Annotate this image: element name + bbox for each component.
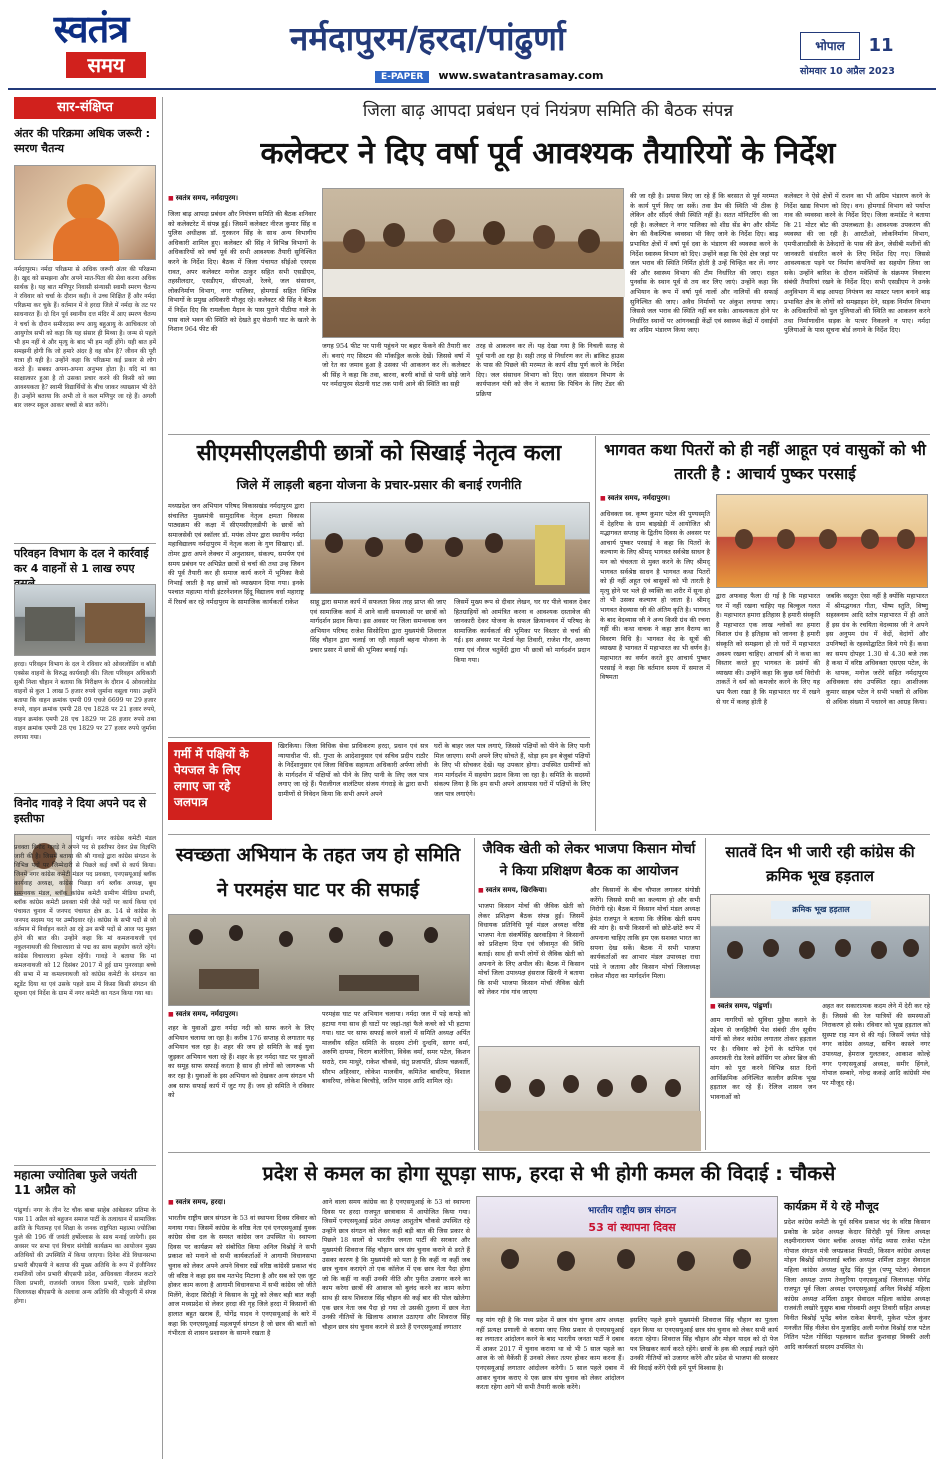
article8-col5: प्रदेश कांग्रेस कमेटी के पूर्व सचिव प्रकाश चंद के वरिष्ठ किसान प्रकोष्ठ के प्रदेश अध्यक्ष केदार सिरोही पूर्व जिला अध्यक्ष लक्ष्मीनारायण पंवार ब्लॉक अध्यक्ष योगेंद्र व्यास राजेश पटेल गोपाल संगठन मंत्री जयप्रकाश त्रिपाठी, किसान कांग्रेस अध्यक्ष मोहन बिश्नोई सोनतलाई ब्लॉक अध्यक्ष शर्मिला ठाकुर सेवादल महिला कांग्रेस अध्यक्ष सुरेंद्र सिंह पुंज (पप्पू पटेल) सेवादल जिला अध्यक्ष उत्तम तेनगुरिया एनएसयूआई जिलाध्यक्ष योगेंद्र राजपूत पूर्व जिला अध्यक्ष एनएसयूआई अनिल विश्नोई महिला कांग्रेस अध्यक्ष शर्मिला ठाकुर सेवादल महिला कांग्रेस अध्यक्ष राजवंती लखोरे युसुफ बाबा गोस्वामी अनूप तिवारी सहित अध्यक्ष विनीत बिश्नोई भूपेंद्र बघेल राकेश बैगानी, मुकेश पटेल कुंवर मनजीत सिंह नीलेश सेन मुजाहिद अली मनोज विश्नोई राज पटेल नितिन पटेल गोविंदा पहलवान सतीश कुशवाहा विक्की अली आदि कार्यकर्ता सदस्य उपस्थित थे। [784, 1218, 930, 1351]
article1-headline: कलेक्टर ने दिए वर्षा पूर्व आवश्यक तैयारियों के निर्देश [260, 136, 836, 171]
article5-photo [168, 914, 470, 1006]
masthead-rule [8, 88, 936, 90]
masthead [0, 0, 945, 88]
article8-col3: यह मांग रही है कि मध्य प्रदेश में छात्र संघ चुनाव आप अध्यक्ष नहीं प्रत्यक्ष प्रणाली से कराया जाए जिस प्रकार से एनएसयूआई का लगातार आंदोलन करने के बाद भारतीय जनता पार्टी ने दबाव में आकर 2017 में चुनाव कराया था वो भी 5 साल पहले का आज के जो वैकेंसी हैं उनको लेकर तत्पर होकर काम करना हैं। एनएसयूआई लगातार आंदोलन करेगी। 5 साल पहले दबाव में आकर चुनाव कराए थे एक छात्र संघ चुनाव को लेकर आंदोलन करता रहेगा आगे भी सभी तैयारी करके करेंगे। [476, 1316, 624, 1392]
article7-headline: सातवें दिन भी जारी रही कांग्रेस की क्रमिक भूख हड़ताल [725, 843, 915, 885]
article3-col2: घरों के बाहर जल पात्र लगाएं, जिससे पक्षियों को पीने के लिए पानी मिल जाएगा। सभी अपने लिए सोचते हैं, थोड़ा हम इन बेजुबां पक्षियों के लिए भी सोचकर देखें। यह उपकार होगा। उपस्थित ग्रामीणों को नाम मार्गदर्शन में सहयोग प्रदान किया जा रहा है। समिति के सदस्यों संकल्प लिया है कि हम सभी अपने आसपास घरों में पक्षियों के लिए जल पात्र लगाएंगे। [434, 742, 590, 798]
article5-byline: ■ स्वतंत्र समय, नर्मदापुरम। [168, 1010, 328, 1022]
article1-photo [322, 188, 624, 338]
article8-col1: भारतीय राष्ट्रीय छात्र संगठन के 53 वां स्थापना दिवस रविवार को मनाया गया। जिसमें कांग्रेस के वरिष्ठ नेता एवं एनएसयूआई युवक कांग्रेस सेवा दल के समस्त कांग्रेस जन उपस्थित थे। स्थापना दिवस पर कार्यक्रम को संबोधित किया अनिल विश्नोई ने सभी प्रकाश को मनाने वो सभी कार्यकर्ताओं ने आगामी विधानसभा चुनाव को लेकर अपने अपने विचार रखें वरिष्ठ कांग्रेसी प्रकाश चंद जी वरिष्ठ ने कहा इस सब मतभेद मिटाना है और सब को एक जुट होकर काम करना है आगामी विधानसभा में सभी कांग्रेस जो जीते मिलेंगे, केदार सिरोही ने किसान के मुद्दे को लेकर बड़ी बात कही आज मध्यप्रदेश से लेकर हरदा की गृह जिले हरदा में किसानों की हालात बहुत खराब हैं, योगेंद्र यादव ने एनएसयूआई के बारे में कहा कि एनएसयूआई महत्वपूर्ण संगठन है जो छात्र की बातों को गंभीरता से शासन प्रशासन के सामने रखता है [168, 1214, 316, 1338]
article2-photo [310, 502, 590, 594]
sidebar-divider [162, 97, 163, 1459]
article5-divider [474, 838, 475, 1150]
article6-byline: ■ स्वतंत्र समय, खिरकिया। [478, 886, 618, 898]
brief4-body: पांढुर्णा। नगर के तीन रेट चौक बाबा साहेब आंबेडकर प्रतिमा के पास 11 अप्रैल को बहुजन समाज पार्टी के तत्वाधान में सामाजिक क्रांति के पितामह एवं शिक्षा के जनक राष्ट्रपिता महात्मा ज्योतिबा फुले की 196 वीं जयंती हर्षोल्लास के साथ मनाई जायेगी। इस अवसर पर सभा एवं विचार संगोष्ठी कार्यक्रम का आयोजन मुख्य अतिथियों की उपस्थिति में किया जाएगा। दिनेश शेंडे विधानसभा प्रभारी बीएसपी ने बताया की मुख्य अतिथि के रूप में इंजीनियर रामजियों जोन प्रभारी बीएसपी प्रदेश, अधिवक्ता नीलराम कटारे जिला प्रभारी, राजवंशी जाधव जिला प्रभारी, एडके डोहरिया जिलाध्यक्ष बीएसपी के अलावा अन्य अतिथि की मौजूदगी में संपन्न होगा। [14, 1207, 156, 1305]
article8-subhead: कार्यक्रम में ये रहे मौजूद [784, 1200, 879, 1213]
article2-headline: सीएमसीएलडीपी छात्रों को सिखाई नेतृत्व कला [196, 441, 562, 466]
mid-rule [168, 834, 930, 835]
article4-byline: ■ स्वतंत्र समय, नर्मदापुरम। [600, 494, 720, 506]
article5-col2: परमहंस घाट पर अभियान चलाया। नर्मदा जल में पड़े कपड़े को हटाया गया साथ ही घाटों पर जहां-तहां फैले कचरे को भी हटाया गया। घाट पर साफ सफाई करने वालों में समिति अध्यक्ष अर्पित मालवीय सहित समिति के सदस्य टोनी दुन्दयि, सागर वर्मा, अरुणि दायमा, चिराग बालेरिया, विवेक वर्मा, समर पटेल, किशन सराठे, राम माथुरे, राकेश चौकसे, संतु प्रजापति, प्रीतम चक्रवर्ती, सौरभ अहिरवार, लोकेश मालवीय, कमितेश बावरिया, विशाल बावरिया, लोकेश बिरचौड़े, जतिन यादव आदि शामिल रहे। [322, 1010, 470, 1086]
article5-headline: स्वच्छता अभियान के तहत जय हो समिति ने परमहंस घाट पर की सफाई [175, 844, 461, 901]
article3-col1: खिरकिया। जिला विधिक सेवा प्राधिकरण हरदा, प्रधान एवं सत्र न्यायाधीश पी. सी. गुप्ता के आदेशानुसार एवं सचिव प्रदीप राठौर के निर्देशानुसार एवं जिला विधिक सहायता अधिकारी अर्पणा लोधी के मार्गदर्शन में पक्षियों को पीने के लिए पानी के लिए जल पात्र लगाए जा रहे हैं। पैरालीगल वालंटियर संजय गंगराड़े के द्वारा सभी ग्रामीणों से निवेदन किया कि सभी अपने अपने [278, 742, 428, 798]
article8-col2: आने वाला समय कांग्रेस का है एनएसयूआई के 53 वां स्थापना दिवस पर हरदा राजपूत छात्रावास में आयोजित किया गया। जिसमें एनएसयूआई प्रदेश अध्यक्ष आशुतोष चौकसे उपस्थित रहे उन्होंने छात्र संगठन को लेकर कही बड़ी बात की जिस प्रकार से पिछले 18 सालों से भारतीय जनता पार्टी की सरकार और मुख्यमंत्री शिवराज सिंह चौहान छात्र संघ चुनाव कराने से डरते हैं उसका कारण है कि मुख्यमंत्री को पता है कि कहीं ना कहीं जब छात्र चुनाव कराएंगे तो एक कॉलेज में एक छात्र नेता पैदा होगा जो कि कहीं ना कहीं उनकी नीति और पुनीत उजागर करने का काम करेगा छात्रों की आवाज को बुलंद करने का काम करेगा साथ ही साथ शिवराज सिंह चौहान की कई बार की पोल खोलेगा एक छात्र नेता जब पैदा हो गया तो उसकी तुलना में छात्र नेता उनकी नीतियों के खिलाफ आवाज उठाएगा और शिवराज सिंह चौहान छात्र संघ चुनाव कराने से डरते हैं एनएसयूआई लगातार [322, 1198, 470, 1331]
article1-rule [168, 434, 930, 435]
article4-col3: जबकि वस्तुतः ऐसा नहीं है क्योंकि महाभारत में श्रीमद्भगवत गीता, भीष्म स्तुति, विष्णु सहस्त्रनाम आदि स्तोत्र महाभारत में ही आते हैं इस ग्रंथ के रचयिता वेदव्यास जी ने अपने इस अनुपम ग्रंथ में वेदों, वेदांगों और उपनिषदों के रहस्योद्घाटित किये गये हैं। कथा का समय दोपहर 1.30 से 4.30 बजे तक है कथा में वरिष्ठ अधिवक्ता एसएस पटेल, के के थापक, मनोज जरोरे सहित नर्मदापुरम अधिवक्ता संघ उपस्थित रहा। आशीजक कुमार साहब पटेल ने सभी भक्तों से अधिक से अधिक संख्या में पधारने का आग्रह किया। [826, 592, 928, 706]
brief4-headline: महात्मा ज्योतिबा फुले जयंती 11 अप्रैल को [14, 1168, 137, 1197]
article6-divider [705, 838, 706, 1150]
article2-divider [595, 436, 596, 831]
issue-date: सोमवार 10 अप्रैल 2023 [800, 66, 895, 77]
city-name: भोपाल [815, 39, 845, 53]
article8-photo [476, 1196, 778, 1312]
article6-headline: जैविक खेती को लेकर भाजपा किसान मोर्चा ने किया प्रशिक्षण बैठक का आयोजन [482, 841, 696, 879]
sidebar-rule-3 [14, 1165, 156, 1166]
sidebar-rule-1 [14, 543, 156, 544]
article7-photo [710, 894, 930, 998]
nsui-banner-text2: 53 वां स्थापना दिवस [588, 1221, 676, 1234]
article4-photo [716, 494, 928, 588]
site-url[interactable]: www.swatantrasamay.com [438, 69, 604, 82]
callout-box: गर्मी में पक्षियों के पेयजल के लिए लगाए जा रहे जलपात्र [168, 742, 272, 820]
article1-col3: तरह से आकलन कर लें। यह देखा गया है कि निचली सतह से पूर्व पानी आ रहा है। सही तरह से निर्धारण कर लें। ब्रांकिट हाउस के पास की पिछले की मरम्मत के कार्य शीघ्र पूर्ण करने के निर्देश दिए। जल संसाधन विभाग को दिए। जल संसाधन विभाग के कार्यपालन यंत्री को जैन ने बताया कि पिचिन के लिए टेंडर की प्रक्रिया [476, 342, 624, 398]
article4-col1: अधिवक्ता स्व. कृष्ण कुमार पटेल की पुण्यस्मृति में देहरिया के ग्राम बाइखेड़ी में आयोजित श्री मद्भागवत सप्ताह के द्वितीय दिवस के अवसर पर आचार्य पुष्कर परसाई ने कहा कि पितरों के कल्याण के लिए श्रीमद् भागवत सर्वश्रेष्ठ साधन है मन को चंचलता से मुक्त करने के लिए श्रीमद् भागवत सर्वश्रेष्ठ साधन है भागवत कथा पितरों को ही नहीं अहूत एवं बासुकों को भी तारती है मृत्यु होने पर भले ही व्यक्ति का शरीर में सूना हो तो भी उसका कल्याण हो जाता है। श्रीमद् भागवत वेदव्यास जी की अंतिम कृति है। भागवत के बाद वेदव्यास जी ने अन्य किसी ग्रंथ की रचना नहीं की। कथा वाचक ने कहा ज्ञान वैराग्य का विवरण विधि है। भागवत वेद के सूत्रों की व्याख्या है भागवत में महाभारत का भी वर्णन है। महाभारत का वर्णन करते हुए आचार्य पुष्कर परसाई ने कहा कि वर्तमान समय में समाज में विषमता [600, 510, 710, 682]
nsui-banner-text1: भारतीय राष्ट्रीय छात्र संगठन [587, 1206, 677, 1216]
article8-byline: ■ स्वतंत्र समय, हरदा। [168, 1198, 308, 1210]
logo[interactable] [26, 6, 156, 86]
article6-photo [478, 1046, 700, 1150]
article2-subhead: जिले में लाड़ली बहना योजना के प्रचार-प्रसार की बनाई रणनीति [236, 477, 522, 492]
article4-headline: भागवत कथा पितरों को ही नहीं आहूत एवं वासुकों को भी तारती है : आचार्य पुष्कर परसाई [604, 441, 926, 483]
brief1-photo [14, 165, 156, 260]
brief3-headline: विनोद गावड़े ने दिया अपने पद से इस्तीफा [14, 797, 147, 825]
article1-col4: की जा रही है। प्रयास किए जा रहे हैं कि बरसात से पूर्व मरम्मत के कार्य पूर्ण किए जा सकें। तवा डैम की स्थिति भी ठीक है लेकिन और सौंदर्य जैसी स्थिति नहीं है। सतत मॉनिटरिंग की जा रही है। कलेक्टर ने नगर पालिका को शीघ्र सेंड बेग और सीमेंट बेग की वैकल्पिक व्यवस्था भी किए जाने के निर्देश दिए। बाढ़ प्रभावित क्षेत्रों में वर्षा पूर्व दवा के भंडारण की व्यवस्था करने के निर्देश स्वास्थ्य विभाग को दिए। उन्होंने कहा कि ऐसे क्षेत्र जहां पर जल भराव की स्थिति निर्मित होती है उन्हें चिन्हित कर लें। नगर की और स्वास्थ्य विभाग की टीम निर्धारित की जाए। राहत पुनर्वास के स्थान पूर्व से तय कर लिए जाएं। उन्होंने कहा कि अभियान के रूप में वर्षा पूर्व नालों और नालियों की सफाई सुनिश्चित की जाए। अवैध निर्माणों पर अंकुश लगाया जाए। जिससे जल भराव की स्थिति नहीं बन सके। आवश्यकता होने पर निर्धारित स्थानों पर आंगनबाड़ी केंद्रों एवं स्वास्थ्य केंद्रों में दवाईयों का अग्रिम भंडारण किया जाए। [630, 192, 778, 335]
article7-col1: आम नागरियों को सुविधा मुहैया कराने के उद्देश्य से जनहितैषी पेश संबंधी तीन सूत्रीय मांगों को लेकर कांग्रेस लगातार तोकर हड़ताल पर है। रविवार को ट्रेनों के स्टॉपेज एवं अमरावती रोड रेलवे क्रॉसिंग पर ओवर ब्रिज की मांग को पूरा करने विभिन्न सात दिनों आर्थिक्रमिक अनिश्चित कालीन क्रमिक भूख हड़ताल कर रहे हैं। रेलिज शासन जन भावनाओं को [710, 1016, 816, 1101]
article5-col1: शहर के युवाओं द्वारा नर्मदा नदी को साफ करने के लिए अभियान चलाया जा रहा है। करीब 176 सप्ताह से लगातार यह अभियान चल रहा है। शहर की जय हो समिति के कई युवा जुड़कर अभियान चला रहे हैं। शहर के हर नर्मदा घाट पर युवाओं का समूह साफ सफाई करता है साथ ही लोगों को जागरूक भी कर रहा है। युवाओं के इस अभियान को देखकर अन्य संगठन भी अब साफ सफाई कार्य में जुट गए हैं। जय हो समिति ने रविवार को [168, 1024, 314, 1100]
article2-col2: साहू द्वारा समाज कार्य में सफलता किस तरह प्राप्त की जाए एवं सामाजिक कार्य में आने वाली समस्याओं पर छात्रों को मार्गदर्शन प्रदान किया। इस अवसर पर जिला समन्वयक जन अभियान परिषद राजेश सिसोदिया द्वारा मुख्यमंत्री शिवराज सिंह चौहान द्वारा चलाई जा रही लाड़ली बहना योजना के प्रचार प्रसार में छात्रों की भूमिका बनाई गई। [310, 598, 446, 654]
article8-col4: इसलिए पहले हमने मुख्यमंत्री शिवराज सिंह चौहान का पुतला दहन किया था एनएसयूआई छात्र संघ चुनाव को लेकर सभी कार्य करता रहेगा। शिवराज सिंह चौहान और मोहन यादव को दो पेज पत्र लिखकर कार्य करते रहेंगे। छात्रों के हक की लड़ाई लड़ते रहेंगे उनकी नीतियों को उजागर करेंगे और प्रदेश से भाजपा की सरकार की विदाई करेंगे ऐसी हमें पूर्ण विश्वास है। [630, 1316, 778, 1372]
sidebar-banner: सार-संक्षिप्त [14, 97, 156, 119]
article1-col1: जिला बाढ़ आपदा प्रबंधन और नियंत्रण समिति की बैठक शनिवार को कलेक्टरेट में संपन्न हुई। जिसमें कलेक्टर नीरज कुमार सिंह व पुलिस अधीक्षक डॉ. गुरकरन सिंह के साथ अन्य विभागीय अधिकारी शामिल हुए। कलेक्टर श्री सिंह ने विभिन्न विभागों के अधिकारियों को वर्षा पूर्व की सभी आवश्यक तैयारी सुनिश्चित करने के निर्देश दिए। बैठक में जिला पंचायत सीईओ एसएस रावत, अपर कलेक्टर मनोज ठाकुर सहित सभी एसडीएम, तहसीलदार, एसडीएम, सीएमओ, रेलवे, जल संसाधन, लोकनिर्माण विभाग, नगर पालिका, होमगार्ड सहित विभिन्न विभागों के प्रमुख अधिकारी मौजूद रहे। कलेक्टर श्री सिंह ने बैठक में निर्देश दिए कि रामलीला मैदान के पास पुराने पीठीया नाले के पास वाले भवन की स्थिति को देखते हुए सेठानी घाट के खतरे के निशान 964 फीट की [168, 210, 316, 334]
brief1-headline: अंतर की परिक्रमा अधिक जरूरी : स्मरण चैतन्य [14, 127, 151, 155]
article1-kicker: जिला बाढ़ आपदा प्रबंधन एवं नियंत्रण समिति की बैठक संपन्न [362, 101, 734, 121]
city-label [800, 32, 860, 60]
article2-col3: जिसमें मुख्य रूप से दीवार लेखन, घर घर पीले चावल देकर हितग्राहियों को आमंत्रित करना व आवश्यक दस्तावेज की जानकारी देकर योजना के सफल क्रियान्वयन में परिषद के सामाजिक कार्यकर्ता की भूमिका पर विस्तार से चर्चा की गई। इस अवसर पर मेंटर्स नेहा तिवारी, राजेश गौर, अरुणा राणा एवं नीरज चतुर्वेदी द्वारा भी छात्रों को मार्गदर्शन प्रदान किया गया। [454, 598, 590, 664]
article4-col2: द्वारा अफवाह फैला दी गई है कि महाभारत घर में नहीं रखना चाहिए यह बिल्कुल गलत है। महाभारत हमारा इतिहास है हमारी संस्कृति है महाभारत एक लाख श्लोकों का हमारा विशाल ग्रंथ है इतिहास को जानना है हमारी संस्कृति को समझना हो तो घरों में महाभारत अवश्य रखना चाहिए। आचार्य श्री ने कथा का विस्तार करते हुए भागवत के प्रसंगों की व्याख्या की। उन्होंने कहा कि कुछ धर्म विरोधी ताकतें ने धर्म को कमजोर करने के लिए यह भ्रम फैला रखा है कि महाभारत घर में रखने से घर में कलह होती है [716, 592, 820, 706]
article1-col5: कलेक्टर ने ऐसे क्षेत्रों में राशन का भी अग्रिम भंडारण करने के निर्देश खाद्य विभाग को दिए। वन। होमगार्ड विभाग को पर्याप्त नाव की व्यवस्था करने के निर्देश दिए। जिला कमांडेंट ने बताया कि 21 मोटर बोट की उपलब्धता है। आवश्यक उपकरण की व्यवस्था की जा रही है। आरटीओ, लोकनिर्माण विभाग, एमपीआरडीसी के ठेकेदारों के पास की क्रेन, जेसीबी मशीनों की जानकारी संधारित करने के लिए निर्देश दिए गए। जिससे आवश्यकता पड़ने पर निर्माण कंपनियों का सहयोग लिया जा सके। उन्होंने बारिश के दौरान मवेशियों के संक्रमण निवारण संबंधी तैयारियां रखने के निर्देश दिए। सभी एसडीएम ने उनके अनुविभाग में बाढ़ आपदा नियंत्रण का मास्टर प्लान बनाने बाढ़ प्रभावित क्षेत्र के लोगों को समझाइश देने, सड़क निर्माण विभाग के अधिकारियों को पुल पुलियाओं की स्थिति का आकलन करने तथा निर्माणाधीन सड़क के पत्थर निकलने न पाए। नर्मदा पुलियाओं के पास सूचना बोर्ड लगाने के निर्देश दिए। [784, 192, 930, 335]
article7-col2: अहत कर सकारात्मक कदम लेने में देरी कर रहे हैं। जिससे की रेल यात्रियों की समस्याओं निराकरण हो सके। रविवार को भूख हड़ताल को सुस्पष्ट राह मान से की गई। जिसमें जयंत घोड़े नगर कांग्रेस अध्यक्ष, सचिन कास्ले नगर उपाध्यक्ष, हेमराज गुलतकर, आकाश कोल्हे नगर एनएसयूआई अध्यक्ष, समीर हिंगले, गोपाल सम्बारे, नरेन्द्र ककड़े आदि कांग्रेसी मंच पर मौजूद रहे। [822, 1002, 930, 1087]
article2-col1: मध्यप्रदेश जन अभियान परिषद विकासखंड नर्मदापुरम द्वारा संचालित मुख्यमंत्री सामुदायिक नेतृत्व क्षमता विकास पाठ्यक्रम की कक्षा में सीएमसीएलडीपी के छात्रों को समाजसेवी एवं स्कॉलर डॉ. मयंक तोमर द्वारा स्थानीय नर्मदा महाविद्यालय नर्मदापुरम में नेतृत्व कला के गुण सिखाए। डॉ. तोमर द्वारा अपने लेक्चर में अनुशासन, संकल्प, समर्पण एवं समय प्रबंधन पर अभिप्रेत छात्रों से चर्चा की तथा उन्ह जिवन की पूर्व तैयारी कर ही समाज कार्य करने में भूमिका कैसे निभाई जाती है यह छात्रों को व्याख्यान दिया गया। इनके पश्चात महात्मा गांधी इंटरनेशनल हिंदू विद्यालय वर्धा महाराष्ट्र में रिसर्च कर रहे नर्मदापुरम के सामाजिक कार्यकर्ता राकेश [168, 502, 304, 606]
brief1-body: नर्मदापुरम। नर्मदा परिक्रमा से अधिक जरूरी अंतर की परिक्रमा है। खुद को समझना और अपने मात-पिता की सेवा करना अधिक सार्थक है। यह बात मणिपुर निवासी संन्यासी स्वामी स्मरण चैतन्य ने रविवार को चर्चा के दौरान कही। वे उच्च शिक्षित हैं और नर्मदा परिक्रमा कर चुके हैं। वर्तमान में वे हरदा जिले में नर्मदा के तट पर साधनारत हैं। दो दिन पूर्व स्थानीय दत्त मंदिर में आए स्मरण चैतन्य ने चर्चा के दौरान समीरदास रूप आयु बहुआयु के आचिकतर जो आयुगोत्र सभी को कहा कि यह संसार ही मिथ्या है। जन्म से पहले भी हम नहीं थे और मृत्यु के बाद भी हम नहीं होंगे। यही बात हमें समझनी होगी कि जो हमारे अंदर है वह कौन है? जीवन की पूरी यात्रा ही यही है। उन्होंने कहा कि परिक्रमा कई प्रकार से लोग करते हैं। सबका अपना-अपना अनुभव होता है। यदि मां का साक्षात्कार हुआ है तो उसका प्रचार करने की किसी को क्या आवश्यकता है? स्वामी विद्यार्थियों के बीच जाकर व्याख्यान भी देते हैं। उन्होंने बताया कि अभी तो वे कल मणिपुर जा रहे हैं। अगली बार जरूर स्कूल आकर बच्चों से बात करेंगे। [14, 266, 156, 410]
brief3-body: पांढुर्णा। नगर कांग्रेस कमेटी मंडल प्रवक्ता विनोद गावड़े ने अपने पद से इस्तीफा देकर प्रेस विज्ञप्ति जारी की है। जिसमें बताया की श्री गावड़े द्वारा कांग्रेस संगठन के विभिन्न पदों पर जिम्मेदारी से पिछले कई वर्षों से कार्य किया। जिनमें नगर कांग्रेस कमेटी मंडल पद प्रवक्ता, एनएसयूआई ब्लॉक कार्यवाह अध्यक्ष, कांग्रेस पिछड़ा वर्ग ब्लॉक अध्यक्ष, बूथ समन्वयक मंडल, ब्लॉक कांग्रेस कमेटी ग्रामीण मीडिया प्रभारी, ब्लॉक कांग्रेस कमेटी प्रवक्ता मंत्री जैसे पदों पर कार्य किया एवं पंचायत चुनाव में जनपद पंचायत क्षेत्र क्र. 14 से कांग्रेस के जनपद सदस्य पद पर उम्मीदवार रहे। कांग्रेस के सभी पदों से जो वर्तमान में निर्वाहन करते आ रहे उन सभी पदों से आज पद मुक्त होने की बात की। उन्होंने कहा कि मां कमलनाथजी एवं नकुलनाथजी की विचारधारा से पद्म का साथ सहयोग करते रहेंगे। कांग्रेस विचारधारा हमेशा रहेंगी। गावड़े ने बताया कि मां कमलनाथजी को 12 दिसंबर 2017 में हुई ग्राम पुनरवाड़ा बच्चे की सभा में मा कमलनाथजी को कांग्रेस कमेटी के संगठन का स्टूडेंट दिया था एवं उसके पहले ग्राम में किसा किसी संगठन की सूचना एवं निर्देश के ग्राम में नगर कमेटी का गठन किया गया था। [14, 835, 156, 997]
article6-col2: और किसानों के बीच चौपाल लगाकर संगोष्ठी करेंगे। जिससे सभी का कल्याण हो और सभी निरोगी रहे। बैठक में किसान मोर्चा मंडल अध्यक्ष हेमंत राजपूत ने बताया कि जैविक खेती समय की मांग है। सभी किसानों को छोटे-छोटे रूप में अपनाना चाहिए ताकि हम एक सशक्त भारत का सपना देख सकें। बैठक में सभी भाजपा कार्यकर्ताओं का आभार मंडल उपाध्यक्ष राधा पांडे ने जताया और किसान मोर्चा जिलाध्यक्ष राकेश मौदरा का मार्गदर्शन मिला। [590, 886, 700, 981]
brief2-photo [14, 584, 156, 656]
article2-rule [168, 737, 590, 738]
logo-line1: स्वतंत्र [53, 6, 129, 51]
logo-line2: समय [66, 52, 146, 78]
article7-byline: ■ स्वतंत्र समय, पांढुर्णा। [710, 1002, 820, 1014]
brief2-body: हरदा। परिवहन विभाग के दल ने रविवार को ओवरलोडिंग व बॉडी एक्सेस वाहनों के विरुद्ध कार्यवाही की। जिला परिवहन अधिकारी सुश्री निशा चौहान ने बताया कि निरीक्षण के दौरान 4 ओवरलोडेड वाहनों से कुल 1 लाख 5 हजार रुपये जुर्माना वसूला गया। उन्होंने बताया कि वाहन क्रमांक एमपी 09 एचजे 6699 पर 29 हजार रुपये, वाहन क्रमांक एमपी 28 एच 1828 पर 21 हजार रुपये, वाहन क्रमांक एमपी 28 एच 1829 पर 28 हजार रुपये तथा वाहन क्रमांक एमपी 28 एच 1829 पर 27 हजार रुपये जुर्माना लगाया गया। [14, 661, 156, 741]
epaper-strip [375, 64, 735, 80]
lower-rule [168, 1152, 930, 1153]
edition-title: नर्मदापुरम/हरदा/पांढुर्णा [290, 19, 566, 58]
brief2-headline: परिवहन विभाग के दल ने कार्रवाई कर 4 वाहनों से 1 लाख रुपए [14, 547, 149, 575]
sidebar-rule-2 [14, 793, 156, 794]
page-number: 11 [868, 35, 894, 56]
article7-banner-text: क्रमिक भूख हड़ताल [771, 901, 871, 919]
article8-headline: प्रदेश से कमल का होगा सूपड़ा साफ, हरदा से भी होगी कमल की विदाई : चौकसे [262, 1162, 836, 1185]
epaper-label: E-PAPER [375, 71, 429, 83]
article1-col2: जगह 954 फीट पर पानी पहुंचने पर बहार फेंकने की तैयारी कर लें। बनाएं गए सिस्टम की मॉकड्रिल करके देखें। जिससे वर्षा में जो रेत का जमाव हुआ है उसका भी आकलन कर लें। कलेक्टर श्री सिंह ने कहा कि तवा, बारना, बरगी बांधों से पानी छोड़े जाने पर नर्मदापुरम सेठानी घाट तक पानी आने की स्थिति का सही [322, 342, 470, 389]
article6-col1: भाजपा किसान मोर्चा की जैविक खेती को लेकर प्रशिक्षण बैठक संपन्न हुई। जिसमें विधायक प्रतिनिधि पूर्व मंडल अध्यक्ष वरिष्ठ भाजपा नेता संकर्षसिंह खरवाड़िया ने किसानों को प्रशिक्षण दिया एवं जीवामृत की विधि बताई। साथ ही सभी लोगों से जैविक खेती को अपनाने के लिए अपील की। बैठक में किसान मोर्चा जिला उपाध्यक्ष हंसराज खिरनी ने बताया कि सभी भाजपा किसान मोर्चा जैविक खेती को लेकर गांव गांव जाएगा [478, 902, 584, 997]
article1-byline: ■ स्वतंत्र समय, नर्मदापुरम। [168, 194, 318, 206]
